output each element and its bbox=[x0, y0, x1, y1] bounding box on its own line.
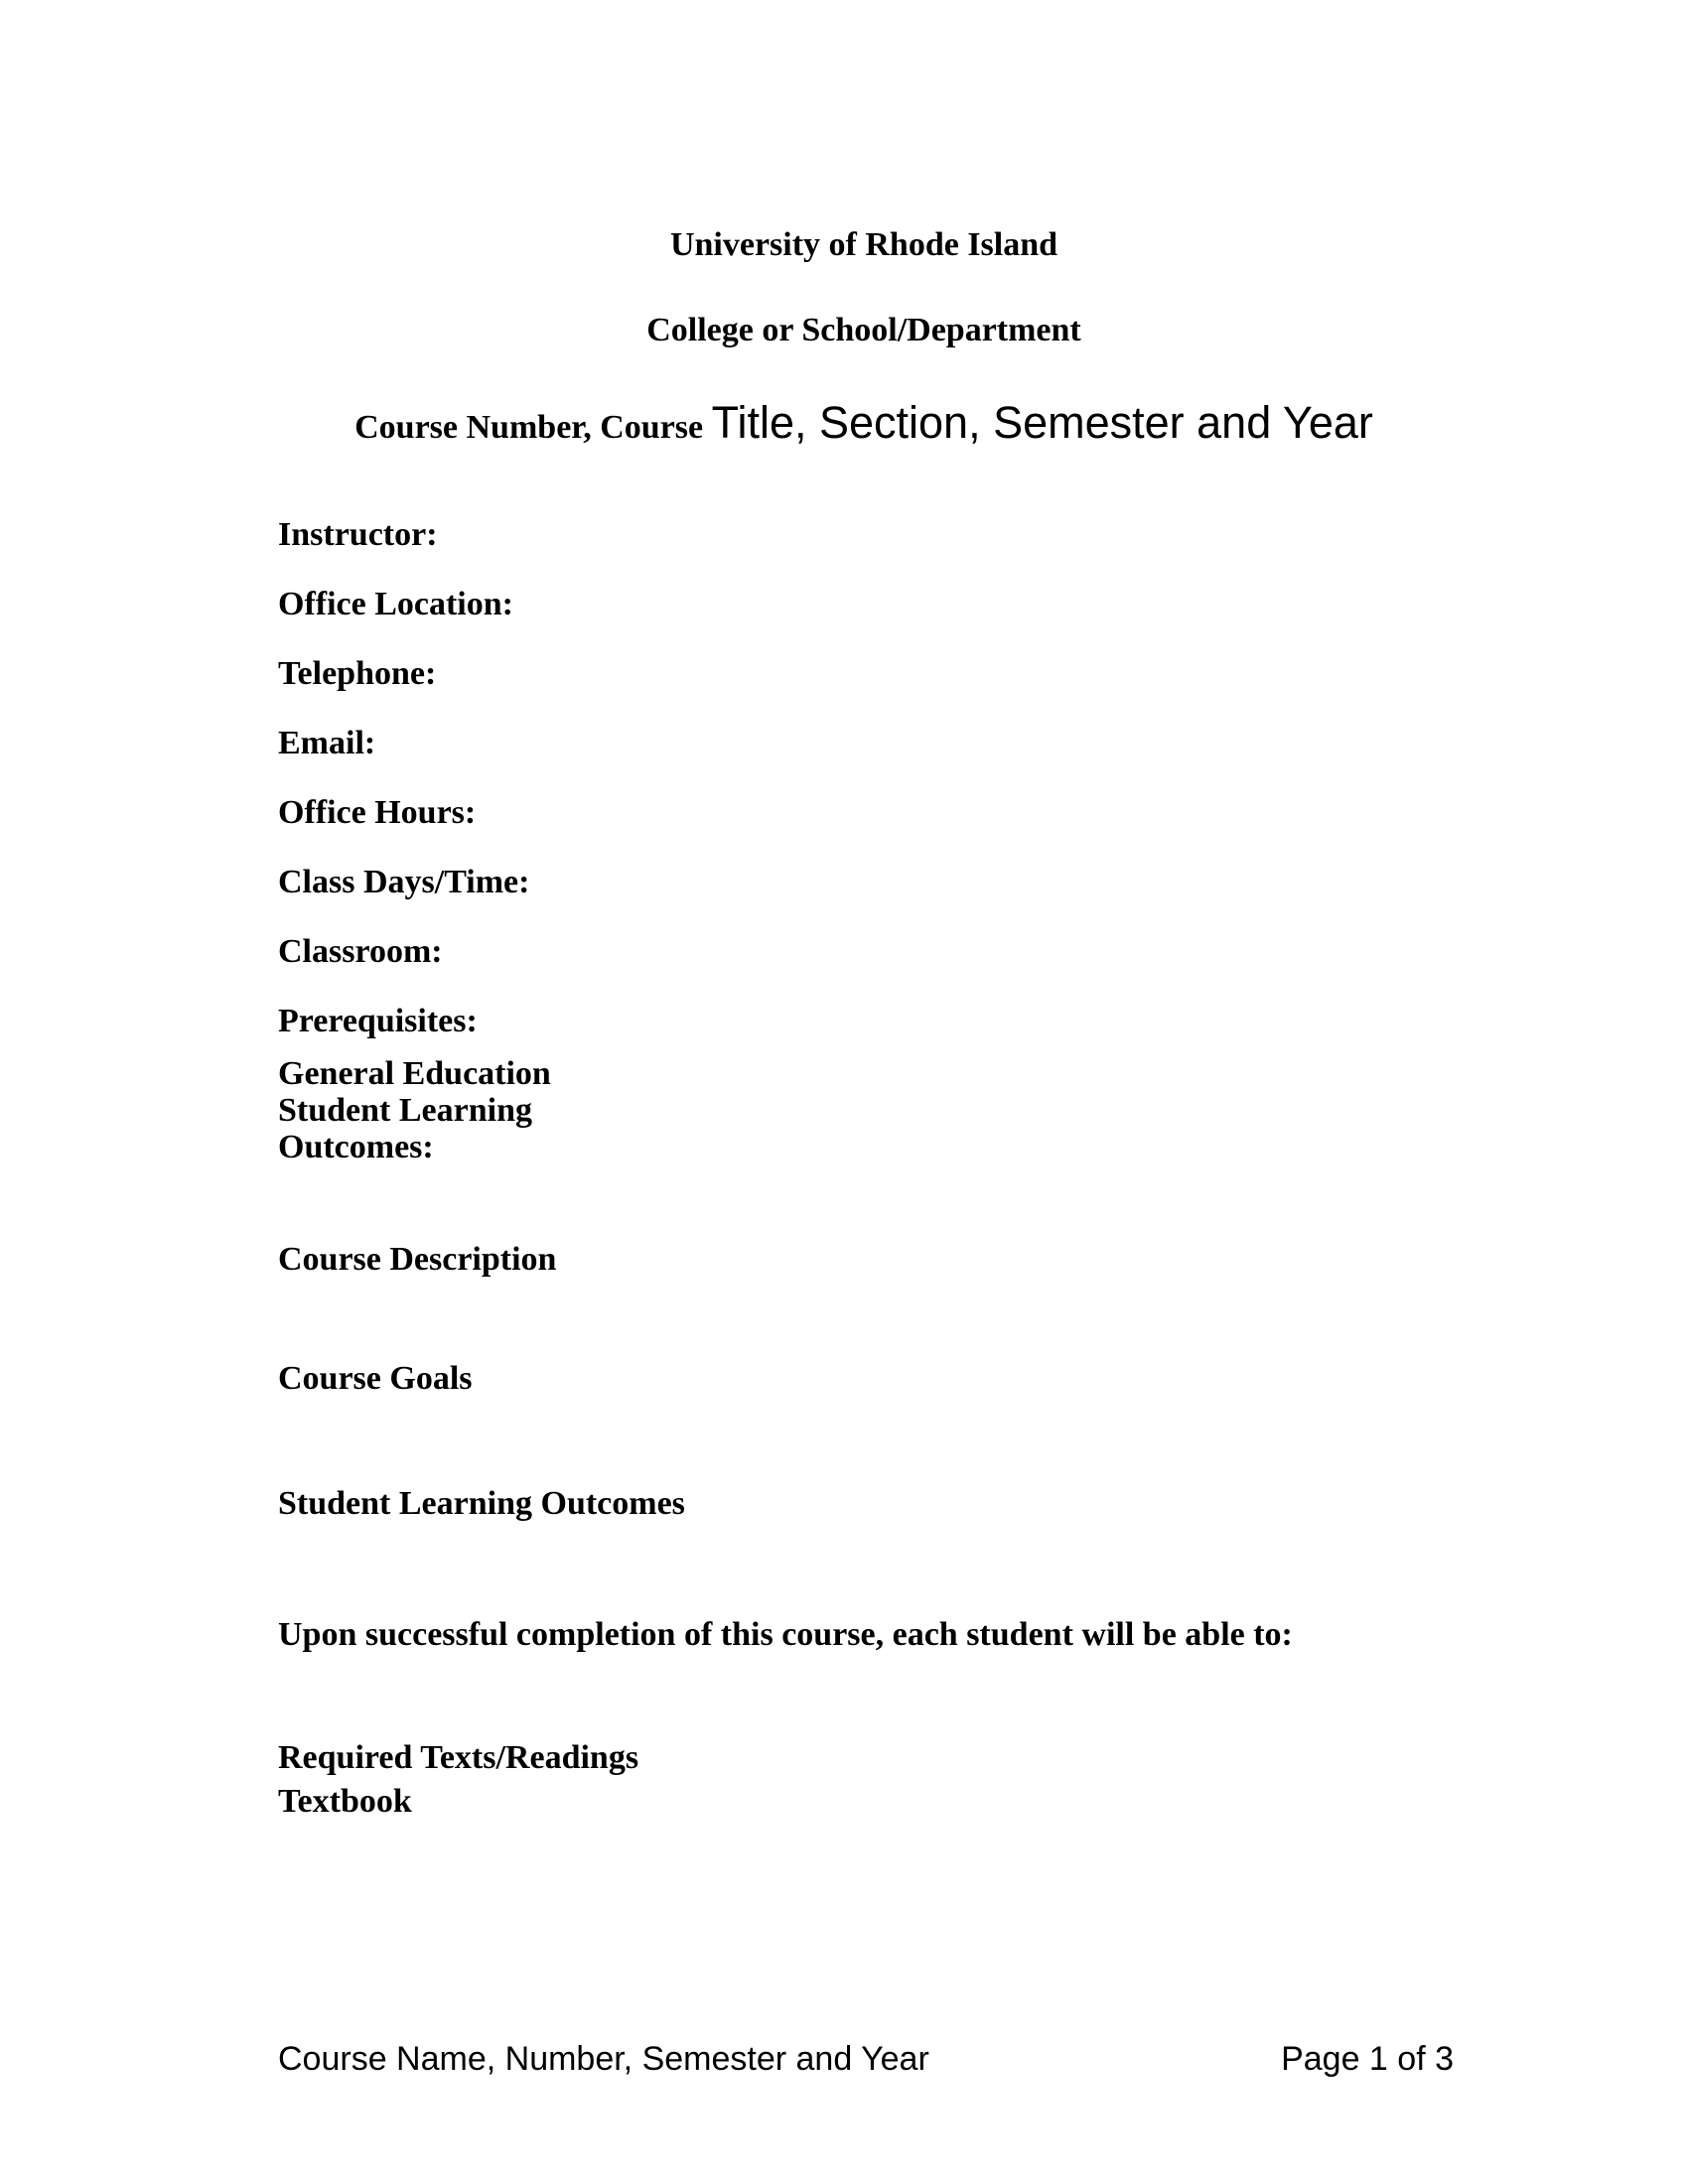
course-goals-heading: Course Goals bbox=[278, 1360, 473, 1397]
college-department-title: College or School/Department bbox=[646, 312, 1081, 348]
office-hours-label: Office Hours: bbox=[278, 794, 477, 831]
university-title: University of Rhode Island bbox=[669, 226, 1058, 263]
textbook-heading: Textbook bbox=[278, 1783, 412, 1820]
gen-ed-line3: Outcomes: bbox=[278, 1129, 434, 1165]
gen-ed-outcomes-label bbox=[278, 1055, 551, 1165]
gen-ed-line2: Student Learning bbox=[278, 1092, 532, 1129]
class-days-time-label: Class Days/Time: bbox=[278, 864, 530, 900]
student-learning-outcomes-heading: Student Learning Outcomes bbox=[278, 1485, 685, 1522]
required-texts-heading: Required Texts/Readings bbox=[278, 1739, 639, 1776]
footer-course-info: Course Name, Number, Semester and Year bbox=[278, 2040, 929, 2078]
course-heading-part2: Title, Section, Semester and Year bbox=[711, 397, 1373, 448]
instructor-label: Instructor: bbox=[278, 516, 438, 553]
classroom-label: Classroom: bbox=[278, 933, 443, 970]
gen-ed-line1: General Education bbox=[278, 1055, 551, 1092]
telephone-label: Telephone: bbox=[278, 655, 437, 692]
course-heading-part1: Course Number, Course bbox=[354, 409, 712, 446]
email-label: Email: bbox=[278, 725, 376, 761]
office-location-label: Office Location: bbox=[278, 586, 513, 622]
course-heading bbox=[0, 397, 1688, 449]
footer-page-number: Page 1 of 3 bbox=[1281, 2040, 1454, 2078]
upon-completion-text: Upon successful completion of this course, each student will be able to: bbox=[278, 1616, 1293, 1653]
course-description-heading: Course Description bbox=[278, 1241, 557, 1278]
prerequisites-label: Prerequisites: bbox=[278, 1003, 478, 1039]
